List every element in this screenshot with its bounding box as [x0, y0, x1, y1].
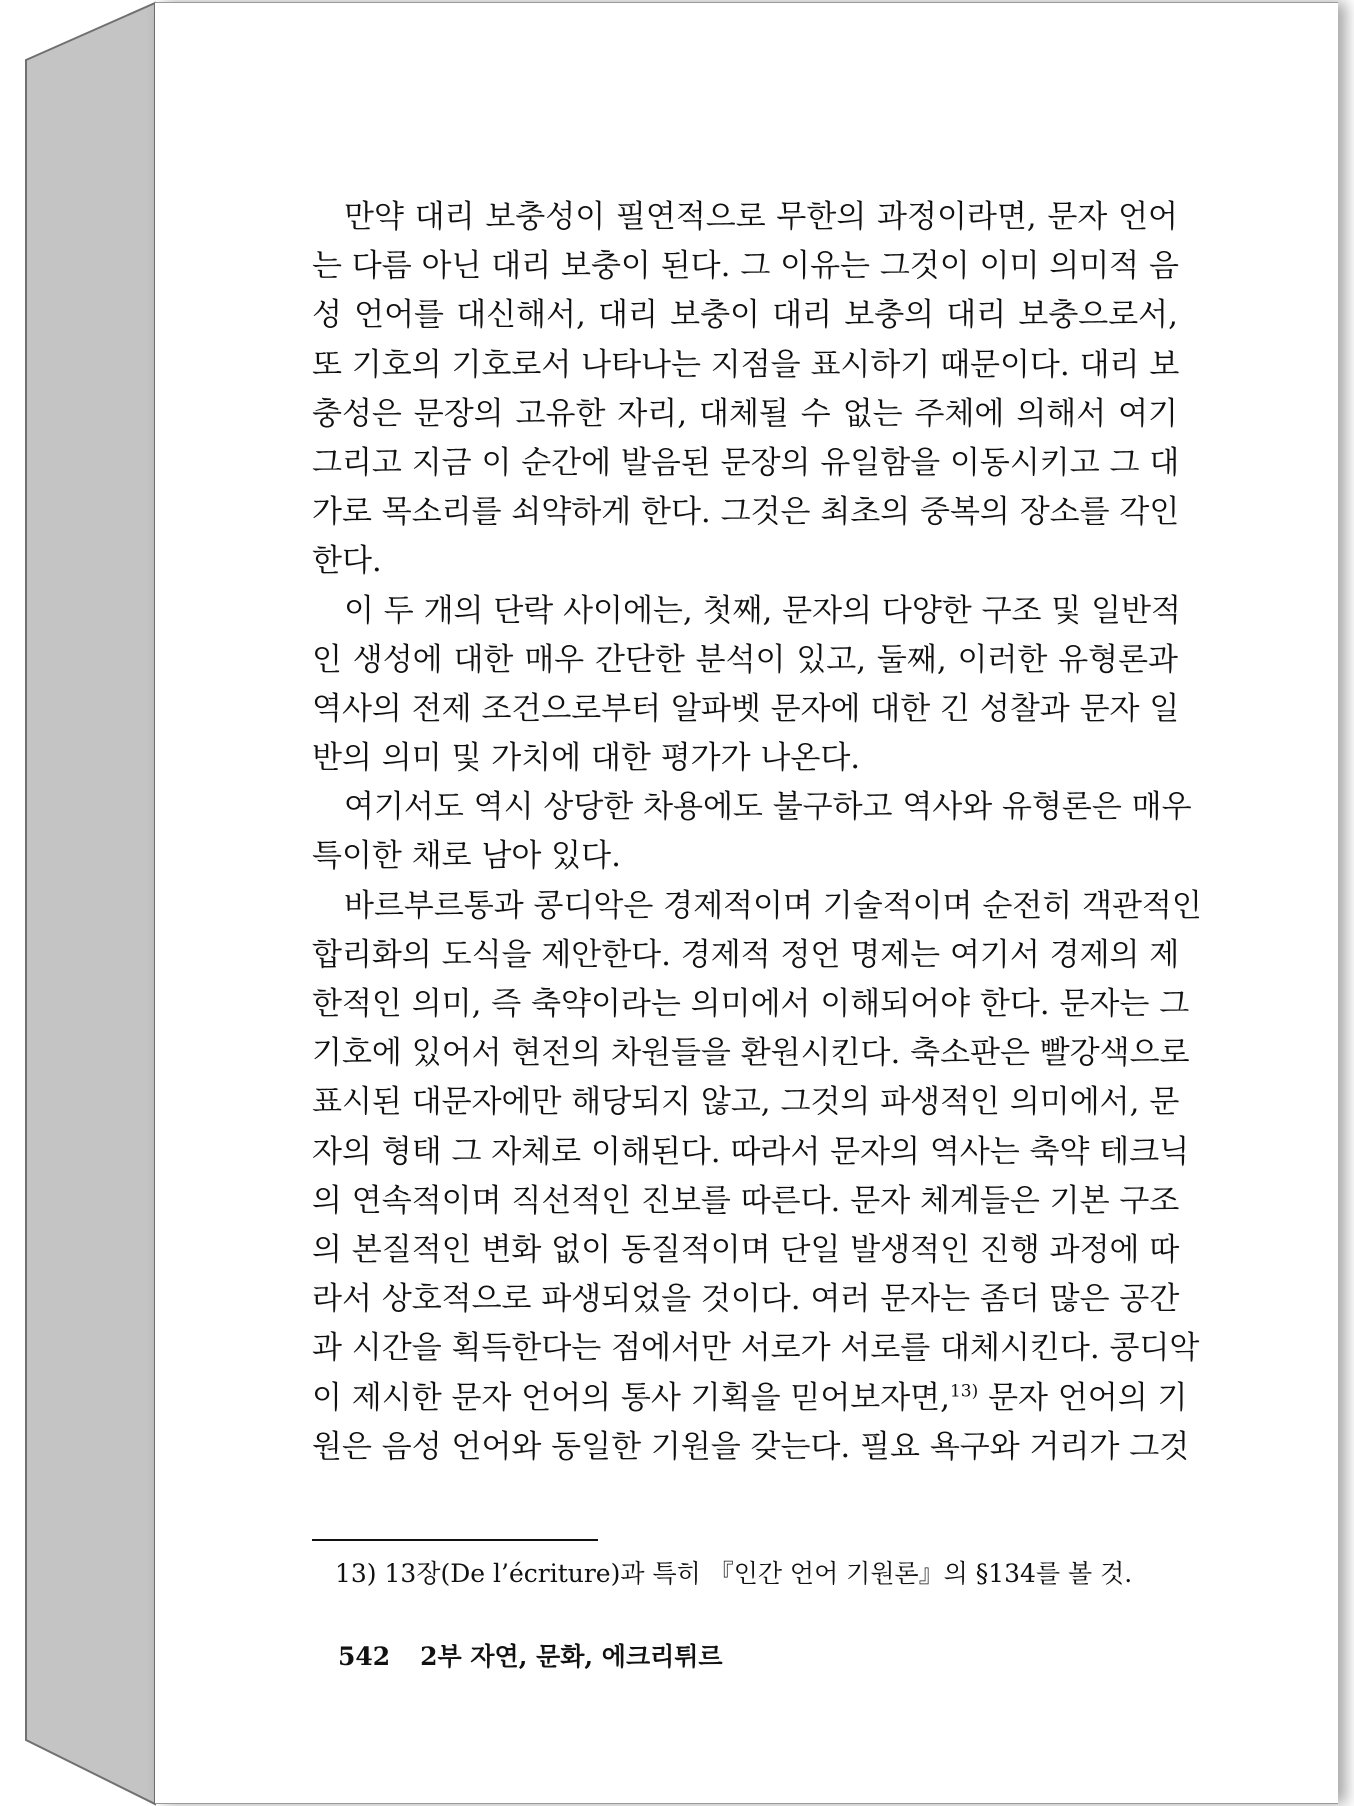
- text-line: 원은 음성 언어와 동일한 기원을 갖는다. 필요 욕구와 거리가 그것: [312, 1428, 1190, 1465]
- text-line: 자의 형태 그 자체로 이해된다. 따라서 문자의 역사는 축약 테크닉: [312, 1133, 1190, 1170]
- text-line: 역사의 전제 조건으로부터 알파벳 문자에 대한 긴 성찰과 문자 일: [312, 690, 1180, 727]
- text-line: 기호에 있어서 현전의 차원들을 환원시킨다. 축소판은 빨강색으로: [312, 1035, 1190, 1072]
- text-line: 특이한 채로 남아 있다.: [312, 838, 621, 875]
- body-text: [312, 193, 1202, 1472]
- text-line: 의 연속적이며 직선적인 진보를 따른다. 문자 체계들은 기본 구조: [312, 1182, 1180, 1219]
- page-footer: [338, 1637, 723, 1673]
- text-line: 또 기호의 기호로서 나타나는 지점을 표시하기 때문이다. 대리 보: [312, 346, 1180, 383]
- text-line: 인 생성에 대한 매우 간단한 분석이 있고, 둘째, 이러한 유형론과: [312, 641, 1178, 678]
- text-line: 라서 상호적으로 파생되었을 것이다. 여러 문자는 좀더 많은 공간: [312, 1281, 1180, 1318]
- text-line: 여기서도 역시 상당한 차용에도 불구하고 역사와 유형론은 매우: [344, 789, 1192, 826]
- text-line: 합리화의 도식을 제안한다. 경제적 정언 명제는 여기서 경제의 제: [312, 936, 1180, 973]
- line-tail: 문자 언어의 기: [978, 1379, 1188, 1416]
- text-line: 한적인 의미, 즉 축약이라는 의미에서 이해되어야 한다. 문자는 그: [312, 986, 1190, 1022]
- text-line: [312, 1374, 1188, 1423]
- page-number: 542: [338, 1642, 391, 1671]
- text-line: 반의 의미 및 가치에 대한 평가가 나온다.: [312, 740, 861, 777]
- text-line: 이 두 개의 단락 사이에는, 첫째, 문자의 다양한 구조 및 일반적: [344, 592, 1181, 629]
- running-title: 2부 자연, 문화, 에크리튀르: [420, 1642, 723, 1671]
- text-line: 만약 대리 보충성이 필연적으로 무한의 과정이라면, 문자 언어: [344, 199, 1178, 235]
- text-line: 성 언어를 대신해서, 대리 보충이 대리 보충의 대리 보충으로서,: [312, 297, 1178, 334]
- text-line: 한다.: [312, 543, 382, 580]
- line-head: 이 제시한 문자 언어의 통사 기획을 믿어보자면,: [312, 1379, 950, 1416]
- text-line: 는 다름 아닌 대리 보충이 된다. 그 이유는 그것이 이미 의미적 음: [312, 248, 1179, 285]
- book-spine: [0, 0, 160, 1806]
- footnote: 13) 13장(De l’écriture)과 특히 『인간 언어 기원론』의 §134를 볼 것.: [335, 1559, 1133, 1588]
- text-line: 그리고 지금 이 순간에 발음된 문장의 유일함을 이동시키고 그 대: [312, 444, 1180, 481]
- text-line: 가로 목소리를 쇠약하게 한다. 그것은 최초의 중복의 장소를 각인: [312, 494, 1180, 531]
- footnote-rule: [312, 1539, 598, 1541]
- text-line: 의 본질적인 변화 없이 동질적이며 단일 발생적인 진행 과정에 따: [312, 1231, 1180, 1268]
- text-line: 충성은 문장의 고유한 자리, 대체될 수 없는 주체에 의해서 여기: [312, 395, 1178, 432]
- text-line: 표시된 대문자에만 해당되지 않고, 그것의 파생적인 의미에서, 문: [312, 1084, 1180, 1121]
- footnote-reference: 13): [949, 1381, 979, 1402]
- text-line: 바르부르통과 콩디악은 경제적이며 기술적이며 순전히 객관적인: [344, 887, 1202, 924]
- text-line: 과 시간을 획득한다는 점에서만 서로가 서로를 대체시킨다. 콩디악: [312, 1330, 1200, 1367]
